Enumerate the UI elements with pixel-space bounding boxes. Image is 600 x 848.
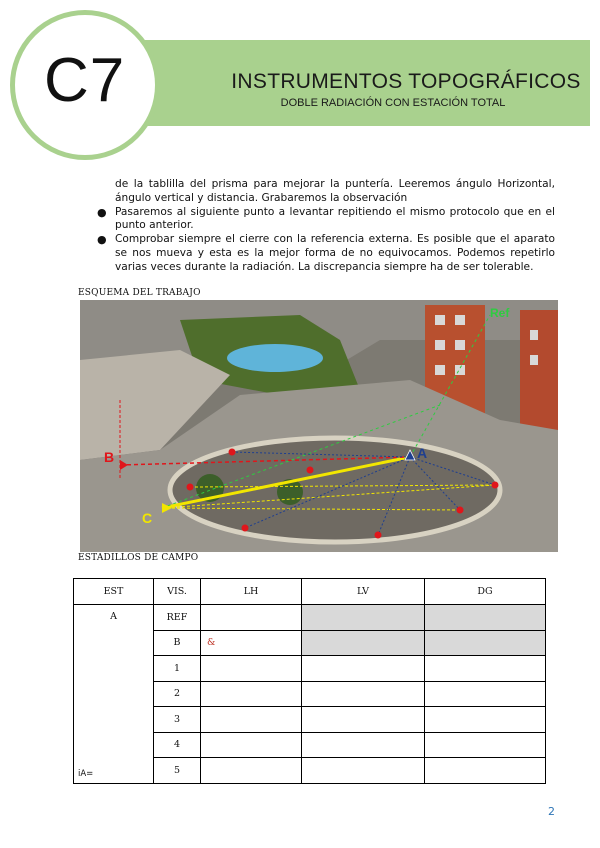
page-title: INSTRUMENTOS TOPOGRÁFICOS	[231, 70, 581, 93]
point-4	[242, 525, 249, 532]
lh-cell[interactable]	[201, 656, 302, 682]
lv-cell[interactable]	[302, 758, 425, 784]
label-ref: Ref	[490, 306, 510, 320]
col-header-est: EST	[74, 579, 154, 605]
lh-cell[interactable]	[201, 605, 302, 631]
lv-cell[interactable]	[302, 681, 425, 707]
lv-cell[interactable]	[302, 656, 425, 682]
label-a: A	[417, 445, 428, 461]
label-c: C	[142, 510, 153, 526]
vis-cell: 2	[154, 681, 201, 707]
table-header-row	[74, 579, 546, 605]
bullet-icon: ●	[97, 205, 107, 219]
bullet-list	[95, 206, 555, 275]
col-header-lh: LH	[201, 579, 302, 605]
section-heading-scheme: ESQUEMA DEL TRABAJO	[78, 288, 201, 298]
vis-cell: 5	[154, 758, 201, 784]
section-heading-field-sheets: ESTADILLOS DE CAMPO	[78, 553, 199, 563]
lh-cell[interactable]	[201, 707, 302, 733]
lv-cell[interactable]	[302, 732, 425, 758]
scheme-diagram	[80, 300, 558, 552]
vis-cell: B	[154, 630, 201, 656]
lv-cell	[302, 605, 425, 631]
body-text	[95, 178, 555, 275]
page-subtitle: DOBLE RADIACIÓN CON ESTACIÓN TOTAL	[280, 97, 506, 109]
field-sheet-table	[73, 578, 546, 784]
lh-cell[interactable]	[201, 681, 302, 707]
dg-cell[interactable]	[425, 681, 546, 707]
dg-cell	[425, 605, 546, 631]
aerial-scheme-image	[80, 300, 558, 552]
bullet-icon: ●	[97, 233, 107, 247]
col-header-vis: VIS.	[154, 579, 201, 605]
point-1	[229, 449, 236, 456]
dg-cell[interactable]	[425, 707, 546, 733]
paragraph-continuation: de la tablilla del prisma para mejorar la puntería. Leeremos ángulo Horizontal, ángulo vertical y distancia. Grabaremos la observación	[115, 178, 555, 204]
instrument-height-label: iA=	[78, 768, 94, 779]
station-cell	[74, 605, 154, 784]
lh-cell[interactable]	[201, 758, 302, 784]
col-header-lv: LV	[302, 579, 425, 605]
vis-cell: 1	[154, 656, 201, 682]
vis-cell: 4	[154, 732, 201, 758]
point-6	[457, 507, 464, 514]
dg-cell[interactable]	[425, 656, 546, 682]
lv-cell[interactable]	[302, 707, 425, 733]
station-value: A	[110, 611, 117, 622]
building-far-right	[520, 310, 558, 440]
list-item	[95, 233, 555, 274]
point-2	[307, 467, 314, 474]
point-3	[187, 484, 194, 491]
bullet-text: Pasaremos al siguiente punto a levantar repitiendo el mismo protocolo que en el punto anterior.	[115, 205, 555, 232]
vis-cell: REF	[154, 605, 201, 631]
dg-cell[interactable]	[425, 758, 546, 784]
lh-cell[interactable]: &	[201, 630, 302, 656]
lv-cell	[302, 630, 425, 656]
chapter-code: C7	[44, 46, 126, 115]
col-header-dg: DG	[425, 579, 546, 605]
label-b: B	[104, 449, 115, 465]
bullet-text: Comprobar siempre el cierre con la referencia externa. Es posible que el aparato se nos mueva y esta es la mejor forma de no equivocamos. Podemos repetirlo varias veces durante la radiación. La discrepancia siempre ha de ser tolerable.	[115, 233, 555, 273]
pool	[227, 344, 323, 372]
point-5	[375, 532, 382, 539]
point-7	[492, 482, 499, 489]
table-row	[74, 605, 546, 631]
list-item	[95, 206, 555, 234]
vis-cell: 3	[154, 707, 201, 733]
dg-cell[interactable]	[425, 732, 546, 758]
dg-cell	[425, 630, 546, 656]
page-number: 2	[548, 805, 555, 818]
lh-cell[interactable]	[201, 732, 302, 758]
